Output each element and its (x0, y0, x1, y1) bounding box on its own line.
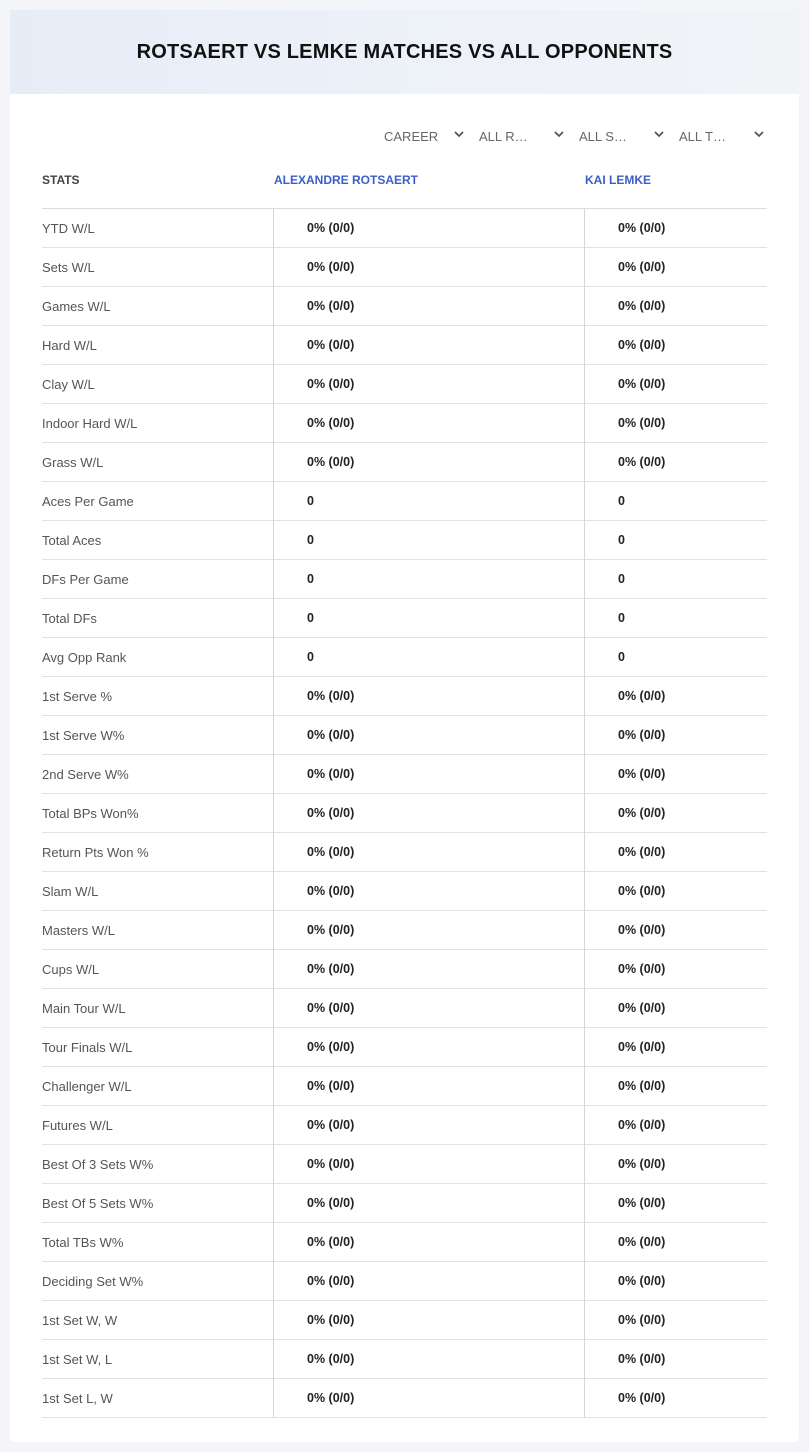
chevron-down-icon (553, 128, 565, 140)
table-row (42, 950, 767, 989)
player1-stat-value: 0% (0/0) (273, 1184, 584, 1223)
table-row (42, 560, 767, 599)
player1-stat-value: 0 (273, 521, 584, 560)
chevron-down-icon (753, 128, 765, 140)
player2-stat-value: 0 (584, 599, 767, 638)
player1-stat-value: 0% (0/0) (273, 833, 584, 872)
player1-stat-value: 0% (0/0) (273, 1379, 584, 1418)
player2-stat-value: 0 (584, 521, 767, 560)
table-row (42, 833, 767, 872)
player1-stat-value: 0% (0/0) (273, 326, 584, 365)
table-row (42, 872, 767, 911)
player2-stat-value: 0% (0/0) (584, 365, 767, 404)
stat-label: 1st Serve W% (42, 728, 125, 743)
player1-stat-value: 0% (0/0) (273, 209, 584, 248)
table-row (42, 404, 767, 443)
player1-stat-value: 0% (0/0) (273, 443, 584, 482)
page-title: ROTSAERT VS LEMKE MATCHES VS ALL OPPONENTS (136, 40, 673, 63)
player2-stat-value: 0% (0/0) (584, 326, 767, 365)
player2-stat-value: 0% (0/0) (584, 1379, 767, 1418)
stat-label: Deciding Set W% (42, 1274, 144, 1289)
stat-label: Slam W/L (42, 884, 99, 899)
stat-label: 1st Set W, L (42, 1352, 113, 1367)
stat-label: Indoor Hard W/L (42, 416, 138, 431)
stats-table (42, 208, 767, 1418)
player2-stat-value: 0% (0/0) (584, 1262, 767, 1301)
player1-stat-value: 0% (0/0) (273, 755, 584, 794)
player2-stat-value: 0% (0/0) (584, 911, 767, 950)
player2-stat-value: 0% (0/0) (584, 404, 767, 443)
player2-stat-value: 0% (0/0) (584, 1340, 767, 1379)
player1-stat-value: 0 (273, 560, 584, 599)
surface-select[interactable] (579, 124, 665, 148)
table-row (42, 794, 767, 833)
player1-stat-value: 0% (0/0) (273, 1262, 584, 1301)
player1-stat-value: 0 (273, 638, 584, 677)
table-row (42, 365, 767, 404)
stat-label: 1st Set W, W (42, 1313, 118, 1328)
stat-label: Games W/L (42, 299, 111, 314)
table-row (42, 443, 767, 482)
chevron-down-icon (653, 128, 665, 140)
player1-stat-value: 0% (0/0) (273, 1145, 584, 1184)
player2-stat-value: 0% (0/0) (584, 1145, 767, 1184)
table-row (42, 716, 767, 755)
player2-stat-value: 0% (0/0) (584, 1223, 767, 1262)
player1-stat-value: 0% (0/0) (273, 1106, 584, 1145)
player2-stat-value: 0% (0/0) (584, 1067, 767, 1106)
table-row (42, 1223, 767, 1262)
chevron-down-icon (453, 128, 465, 140)
stat-label: Clay W/L (42, 377, 95, 392)
table-row (42, 1145, 767, 1184)
stat-label: Futures W/L (42, 1118, 113, 1133)
stat-label: Total TBs W% (42, 1235, 124, 1250)
table-row (42, 1028, 767, 1067)
tournament-select-value: ALL T… (679, 128, 726, 144)
player1-stat-value: 0% (0/0) (273, 365, 584, 404)
table-row (42, 911, 767, 950)
player2-stat-value: 0% (0/0) (584, 248, 767, 287)
player2-stat-value: 0% (0/0) (584, 1184, 767, 1223)
player2-stat-value: 0% (0/0) (584, 833, 767, 872)
player2-stat-value: 0% (0/0) (584, 209, 767, 248)
table-row (42, 209, 767, 248)
player1-column-header[interactable]: ALEXANDRE ROTSAERT (274, 173, 419, 187)
stats-card (10, 10, 799, 1442)
player1-stat-value: 0% (0/0) (273, 404, 584, 443)
player2-stat-value: 0% (0/0) (584, 1301, 767, 1340)
table-row (42, 482, 767, 521)
table-row (42, 326, 767, 365)
player2-stat-value: 0% (0/0) (584, 989, 767, 1028)
stat-label: Aces Per Game (42, 494, 134, 509)
table-row (42, 248, 767, 287)
stat-label: 1st Set L, W (42, 1391, 113, 1406)
table-row (42, 989, 767, 1028)
stat-label: Total Aces (42, 533, 102, 548)
player2-stat-value: 0% (0/0) (584, 1106, 767, 1145)
player2-stat-value: 0 (584, 560, 767, 599)
stat-label: Masters W/L (42, 923, 115, 938)
stat-label: Total DFs (42, 611, 97, 626)
stat-label: Grass W/L (42, 455, 104, 470)
round-select-value: ALL R… (479, 128, 528, 144)
table-row (42, 1106, 767, 1145)
stat-label: Total BPs Won% (42, 806, 139, 821)
surface-select-value: ALL S… (579, 128, 627, 144)
stats-column-header: STATS (42, 173, 80, 187)
player2-stat-value: 0 (584, 638, 767, 677)
player1-stat-value: 0% (0/0) (273, 1028, 584, 1067)
stat-label: Hard W/L (42, 338, 97, 353)
player1-stat-value: 0% (0/0) (273, 794, 584, 833)
table-row (42, 599, 767, 638)
table-row (42, 521, 767, 560)
player1-stat-value: 0% (0/0) (273, 1301, 584, 1340)
stat-label: Best Of 3 Sets W% (42, 1157, 154, 1172)
player2-stat-value: 0% (0/0) (584, 794, 767, 833)
stat-label: Sets W/L (42, 260, 95, 275)
player1-stat-value: 0 (273, 482, 584, 521)
player1-stat-value: 0% (0/0) (273, 287, 584, 326)
player1-stat-value: 0% (0/0) (273, 677, 584, 716)
player2-stat-value: 0 (584, 482, 767, 521)
table-row (42, 287, 767, 326)
table-row (42, 1262, 767, 1301)
table-row (42, 1340, 767, 1379)
player1-stat-value: 0% (0/0) (273, 248, 584, 287)
tournament-select[interactable] (679, 124, 765, 148)
player2-stat-value: 0% (0/0) (584, 716, 767, 755)
player2-stat-value: 0% (0/0) (584, 677, 767, 716)
stat-label: Cups W/L (42, 962, 100, 977)
player2-stat-value: 0% (0/0) (584, 872, 767, 911)
player2-stat-value: 0% (0/0) (584, 1028, 767, 1067)
player1-stat-value: 0% (0/0) (273, 1067, 584, 1106)
table-row (42, 638, 767, 677)
filter-bar (10, 124, 799, 148)
round-select[interactable] (479, 124, 565, 148)
table-row (42, 755, 767, 794)
player2-stat-value: 0% (0/0) (584, 287, 767, 326)
stat-label: Avg Opp Rank (42, 650, 127, 665)
table-row (42, 677, 767, 716)
player2-stat-value: 0% (0/0) (584, 443, 767, 482)
player1-stat-value: 0% (0/0) (273, 716, 584, 755)
player1-stat-value: 0% (0/0) (273, 1223, 584, 1262)
player1-stat-value: 0 (273, 599, 584, 638)
player2-stat-value: 0% (0/0) (584, 755, 767, 794)
player2-stat-value: 0% (0/0) (584, 950, 767, 989)
player1-stat-value: 0% (0/0) (273, 911, 584, 950)
period-select-value: CAREER (384, 128, 439, 144)
stat-label: Main Tour W/L (42, 1001, 126, 1016)
period-select[interactable] (384, 124, 465, 148)
table-row (42, 1301, 767, 1340)
stat-label: 2nd Serve W% (42, 767, 129, 782)
player1-stat-value: 0% (0/0) (273, 950, 584, 989)
table-row (42, 1184, 767, 1223)
player2-column-header[interactable]: KAI LEMKE (585, 173, 651, 187)
player1-stat-value: 0% (0/0) (273, 1340, 584, 1379)
stat-label: DFs Per Game (42, 572, 129, 587)
card-header (10, 10, 799, 94)
stat-label: YTD W/L (42, 221, 95, 236)
stat-label: Return Pts Won % (42, 845, 149, 860)
stat-label: Challenger W/L (42, 1079, 132, 1094)
player1-stat-value: 0% (0/0) (273, 872, 584, 911)
table-row (42, 1379, 767, 1418)
stat-label: Tour Finals W/L (42, 1040, 133, 1055)
stat-label: Best Of 5 Sets W% (42, 1196, 154, 1211)
stat-label: 1st Serve % (42, 689, 113, 704)
player1-stat-value: 0% (0/0) (273, 989, 584, 1028)
table-row (42, 1067, 767, 1106)
